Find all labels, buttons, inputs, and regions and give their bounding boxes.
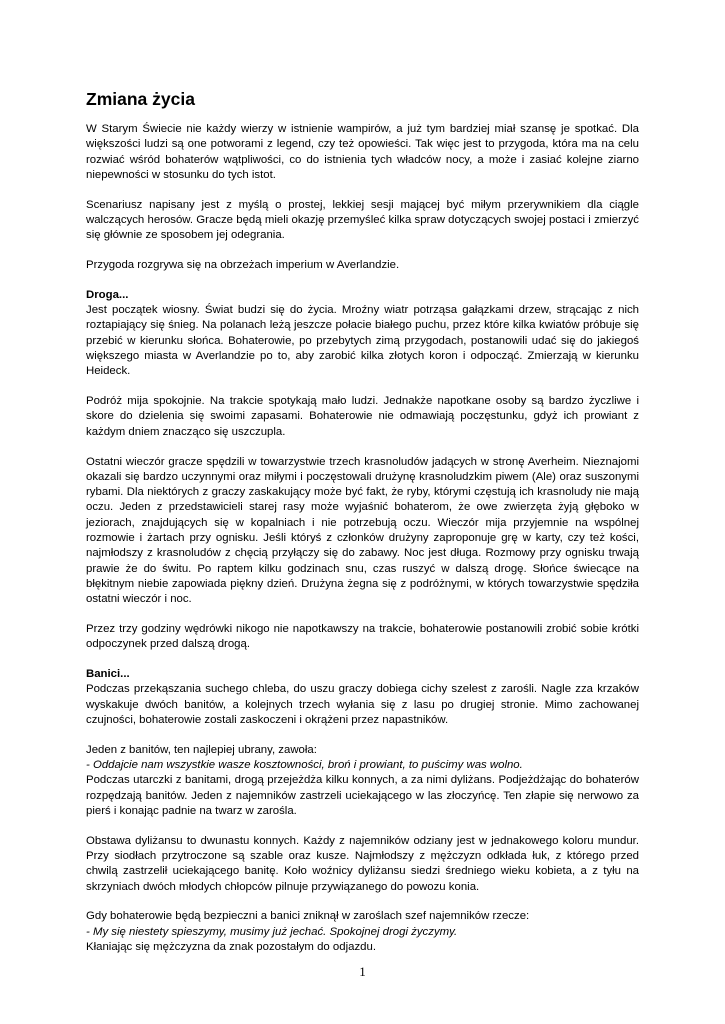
section-heading-banici: Banici... bbox=[86, 668, 130, 681]
section-banici-paragraph-3: Obstawa dyliżansu to dwunastu konnych. Każdy z najemników odziany jest w jednakowego koloru mundur. Przy siodłach przytroczone są szable oraz kusze. Najmłodszy z mężczyzn odkłada łuk, z którego przed chwilą zastrzelił uciekającego banitę. Koło woźnicy dyliżansu siedzi średniego wieku kobieta, a z tyłu na skrzyniach dwóch młodych chłopców pilnuje przywiązanego do powozu konia. bbox=[86, 834, 639, 893]
dialogue-quote-mercenary: - My się niestety spieszymy, musimy już jechać. Spokojnej drogi życzymy. bbox=[86, 925, 458, 938]
section-droga-paragraph-1 bbox=[86, 288, 639, 380]
section-heading-droga: Droga... bbox=[86, 288, 129, 301]
section-banici-text-2: Podczas utarczki z banitami, drogą przejeżdża kilku konnych, a za nimi dyliżans. Podjeżdżając do bohaterów rozpędzają banitów. Jeden z najemników zastrzeli uciekającego w las złoczyńcę. Ten złapie się nerwowo za pierś i konając padnie na twarz w zarośla. bbox=[86, 774, 639, 817]
dialogue-intro: Jeden z banitów, ten najlepiej ubrany, zawoła: bbox=[86, 743, 317, 756]
section-droga-paragraph-2: Podróż mija spokojnie. Na trakcie spotykają mało ludzi. Jednakże napotkane osoby są bardzo życzliwe i skore do dzielenia się swoimi zapasami. Bohaterowie nie odmawiają poczęstunku, gdyż ich prowiant z każdym dniem znacząco się uszczupla. bbox=[86, 395, 639, 438]
section-banici-paragraph-2 bbox=[86, 743, 639, 819]
section-banici-paragraph-1 bbox=[86, 667, 639, 728]
document-title: Zmiana życia bbox=[86, 89, 195, 109]
section-droga-paragraph-4: Przez trzy godziny wędrówki nikogo nie napotkawszy na trakcie, bohaterowie postanowili zrobić sobie krótki odpoczynek przed dalszą drogą. bbox=[86, 623, 639, 651]
dialogue-quote-bandit: - Oddajcie nam wszystkie wasze kosztowności, broń i prowiant, to puścimy was wolno. bbox=[86, 759, 523, 772]
section-banici-paragraph-4 bbox=[86, 909, 639, 955]
dialogue-intro-2: Gdy bohaterowie będą bezpieczni a banici zniknął w zaroślach szef najemników rzecze: bbox=[86, 910, 530, 923]
intro-paragraph-1: W Starym Świecie nie każdy wierzy w istnienie wampirów, a już tym bardziej miał szansę je spotkać. Dla większości ludzi są one potworami z legend, czy też opowieści. Tak więc jest to przygoda, która ma na celu rozwiać wśród bohaterów wątpliwości, co do istnienia tych władców nocy, a może i zasiać kolejne ziarno niepewności w stosunku do tych istot. bbox=[86, 123, 639, 181]
document-page bbox=[86, 88, 639, 970]
section-banici-text-1: Podczas przekąszania suchego chleba, do uszu graczy dobiega cichy szelest z zarośli. Nagle zza krzaków wyskakuje dwóch banitów, a kolejnych trzech wyłania się z lasu po drugiej stronie. Mimo zachowanej czujności, bohaterowie zostali zaskoczeni i okrążeni przez napastników. bbox=[86, 683, 639, 726]
section-droga-paragraph-3: Ostatni wieczór gracze spędzili w towarzystwie trzech krasnoludów jadących w stronę Averheim. Nieznajomi okazali się bardzo uczynnymi oraz miłymi i poczęstowali drużynę krasnoludzkim piwem (Ale) oraz suszonymi rybami. Dla niektórych z graczy zaskakujący może być fakt, że ryby, którymi częstują ich krasnoludy nie mają oczu. Jeden z przedstawicieli starej rasy może wyjaśnić bohaterom, że owe zwierzęta żyją głęboko w jeziorach, znajdujących się w kopalniach i nie potrzebują oczu. Wieczór mija przyjemnie na wspólnej rozmowie i żartach przy ognisku. Jeśli któryś z członków drużyny zaproponuje grę w karty, czy też kości, najmłodszy z krasnoludów z chęcią przyłączy się do zabawy. Noc jest długa. Rozmowy przy ognisku trwają prawie że do świtu. Po raptem kilku godzinach snu, czas ruszyć w dalszą drogę. Słońce świecące na błękitnym niebie zapowiada piękny dzień. Drużyna żegna się z podróżnymi, w których towarzystwie spędziła ostatni wieczór i noc. bbox=[86, 455, 639, 606]
section-droga-text-1: Jest początek wiosny. Świat budzi się do życia. Mroźny wiatr potrząsa gałązkami drzew, strącając z nich roztapiający się śnieg. Na polanach leżą jeszcze połacie białego puchu, przez które kilka kwiatów próbuje się przebić w kierunku słońca. Bohaterowie, po przebytych zimą przygodach, postanowili udać się do jakiegoś większego miasta w Averlandzie po to, aby zarobić kilka złotych koron i odpocząć. Zmierzają w kierunku Heideck. bbox=[86, 304, 639, 378]
page-number: 1 bbox=[359, 964, 366, 979]
section-banici-text-4: Kłaniając się mężczyzna da znak pozostałym do odjazdu. bbox=[86, 941, 376, 954]
intro-paragraph-2: Scenariusz napisany jest z myślą o prostej, lekkiej sesji mającej być miłym przerywnikiem dla ciągle walczących herosów. Gracze będą mieli okazję przemyśleć kilka spraw dotyczących swojej postaci i zmierzyć się głównie ze sposobem jej odegrania. bbox=[86, 198, 639, 242]
intro-paragraph-3: Przygoda rozgrywa się na obrzeżach imperium w Averlandzie. bbox=[86, 259, 400, 272]
